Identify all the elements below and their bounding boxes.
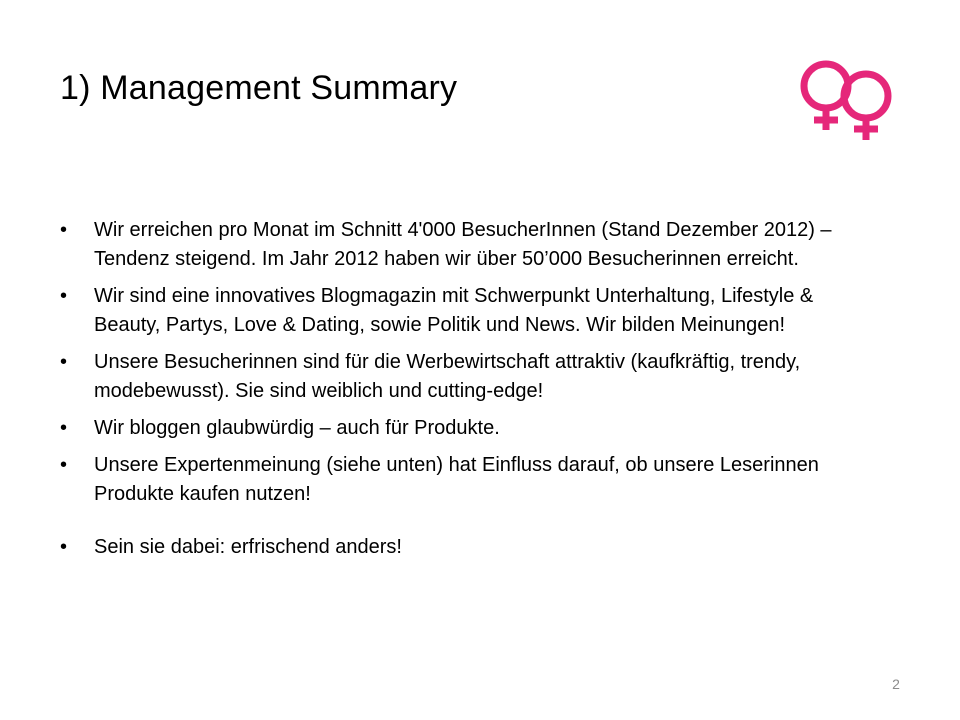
bullet-marker: •	[60, 285, 68, 307]
bullet-text: Unsere Expertenmeinung (siehe unten) hat Einfluss darauf, ob unsere Leserinnen Produkte kaufen nutzen!	[94, 454, 819, 505]
bullet-text: Wir erreichen pro Monat im Schnitt 4'000 BesucherInnen (Stand Dezember 2012) – Tendenz steigend. Im Jahr 2012 haben wir über 50’000 Besucherinnen erreicht.	[94, 219, 832, 270]
bullet-marker: •	[60, 454, 68, 476]
bullet-marker: •	[60, 417, 68, 439]
bullet-text: Unsere Besucherinnen sind für die Werbewirtschaft attraktiv (kaufkräftig, trendy, modebewusst). Sie sind weiblich und cutting-edge!	[94, 351, 801, 402]
bullet-item	[60, 533, 880, 562]
bullet-marker: •	[60, 536, 68, 558]
bullet-text: Sein sie dabei: erfrischend anders!	[94, 536, 402, 558]
bullet-list	[60, 216, 880, 570]
double-venus-symbol-icon	[792, 58, 912, 142]
bullet-text: Wir bloggen glaubwürdig – auch für Produkte.	[94, 417, 500, 439]
bullet-item	[60, 348, 880, 406]
bullet-marker: •	[60, 351, 68, 373]
bullet-item	[60, 282, 880, 340]
bullet-marker: •	[60, 219, 68, 241]
bullet-item	[60, 414, 880, 443]
slide-title: 1) Management Summary	[60, 69, 458, 107]
bullet-text: Wir sind eine innovatives Blogmagazin mit Schwerpunkt Unterhaltung, Lifestyle & Beauty, Partys, Love & Dating, sowie Politik und News. Wir bilden Meinungen!	[94, 285, 814, 336]
page-number: 2	[892, 676, 900, 692]
bullet-item	[60, 451, 880, 509]
bullet-item	[60, 216, 880, 274]
